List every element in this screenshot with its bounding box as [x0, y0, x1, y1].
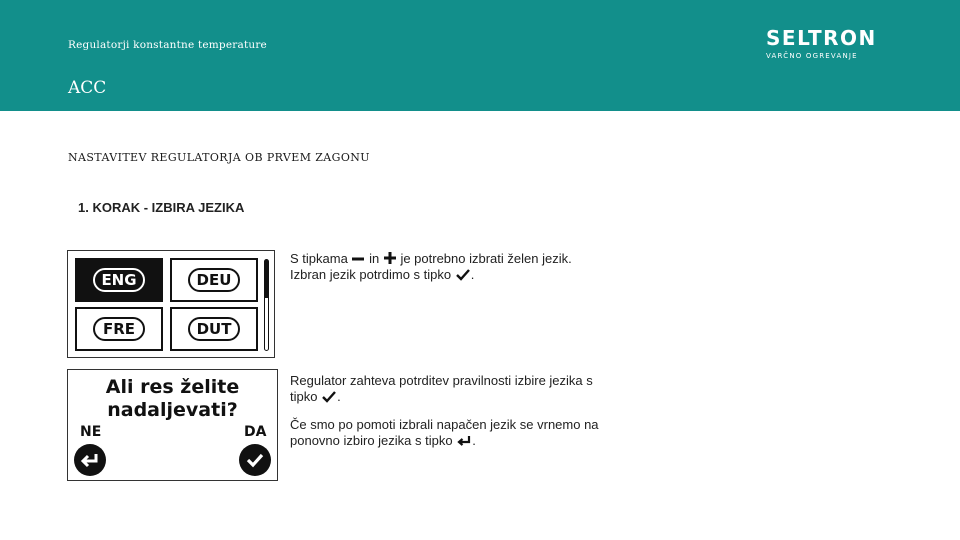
seltron-logo — [766, 28, 896, 62]
language-option-dut[interactable] — [170, 307, 258, 351]
back-arrow-icon — [456, 434, 472, 447]
language-label: DEU — [188, 268, 240, 292]
yes-label: DA — [244, 424, 267, 440]
language-option-eng[interactable] — [75, 258, 163, 302]
instruction-line — [290, 433, 599, 449]
step-title: 1. KORAK - IZBIRA JEZIKA — [78, 200, 245, 215]
slide-title: ACC — [68, 78, 107, 98]
text: Izbran jezik potrdimo s tipko — [290, 267, 452, 282]
instruction-language — [290, 251, 572, 283]
text: Če smo po pomoti izbrali napačen jezik se vrnemo na — [290, 417, 599, 432]
logo-wordmark: SELTRON — [766, 26, 877, 50]
language-option-deu[interactable] — [170, 258, 258, 302]
text: S tipkama — [290, 251, 348, 266]
scrollbar[interactable] — [264, 259, 269, 351]
language-label: FRE — [93, 317, 145, 341]
language-label: ENG — [93, 268, 145, 292]
instruction-line — [290, 267, 572, 283]
instruction-line — [290, 389, 593, 405]
checkmark-icon — [245, 451, 265, 469]
text: in — [369, 251, 380, 266]
language-label: DUT — [188, 317, 240, 341]
back-arrow-icon — [80, 451, 100, 469]
instruction-back — [290, 417, 599, 449]
instruction-line — [290, 251, 572, 267]
text: je potrebno izbrati želen jezik. — [400, 251, 572, 266]
language-option-fre[interactable] — [75, 307, 163, 351]
slide-subtitle: Regulatorji konstantne temperature — [68, 39, 267, 51]
question-line-2: nadaljevati? — [107, 399, 238, 421]
scrollbar-thumb[interactable] — [265, 260, 268, 298]
section-title: NASTAVITEV REGULATORJA OB PRVEM ZAGONU — [68, 151, 370, 164]
minus-icon — [351, 253, 365, 265]
header-bar — [0, 0, 960, 111]
text: Regulator zahteva potrditev pravilnosti izbire jezika s — [290, 373, 593, 388]
logo-tagline: VARČNO OGREVANJE — [766, 52, 858, 60]
plus-icon — [383, 251, 397, 265]
text: . — [470, 267, 475, 282]
language-selection-screen — [67, 250, 275, 358]
text: . — [472, 433, 476, 448]
text: . — [337, 389, 341, 404]
confirmation-question — [68, 376, 277, 422]
text: tipko — [290, 389, 318, 404]
confirm-button[interactable] — [239, 444, 271, 476]
instruction-confirm — [290, 373, 593, 405]
checkmark-icon — [455, 268, 471, 281]
no-label: NE — [80, 424, 102, 440]
confirmation-screen — [67, 369, 278, 481]
question-line-1: Ali res želite — [105, 376, 240, 398]
back-button[interactable] — [74, 444, 106, 476]
checkmark-icon — [321, 390, 337, 403]
text: ponovno izbiro jezika s tipko — [290, 433, 453, 448]
